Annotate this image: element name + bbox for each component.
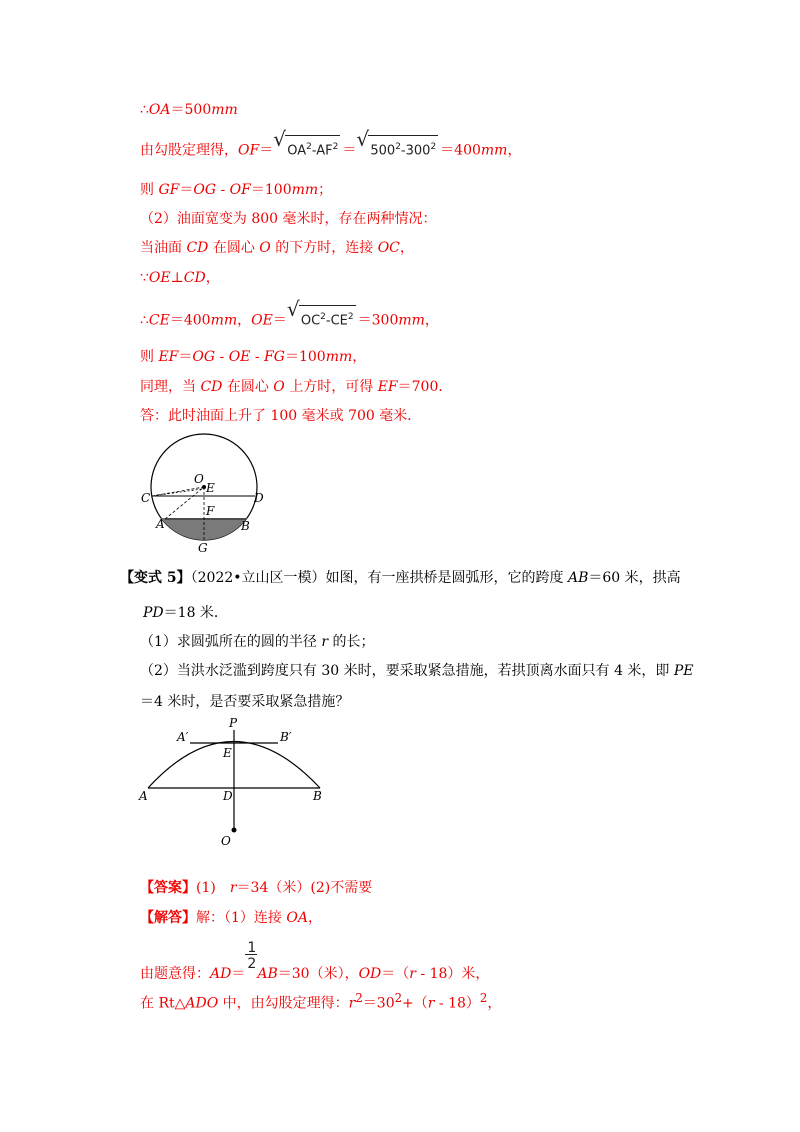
solution-line-9: 同理，当 CD 在圆心 O 上方时，可得 EF＝700．	[140, 379, 453, 395]
explanation-line-1: 【解答】解：（1）连接 OA，	[140, 910, 322, 926]
label-e2: E	[223, 746, 232, 760]
answer-line: 【答案】(1) r＝34（米）(2)不需要	[140, 880, 373, 896]
solution-line-4: （2）油面宽变为 800 毫米时，存在两种情况：	[140, 211, 437, 227]
label-b: B	[241, 519, 250, 533]
fraction-half: $\frac{1}{2}$	[247, 940, 257, 972]
solution-line-7: ∴CE＝400mm，OE＝ √ $OC^2-CE^2 =300mm$，	[140, 305, 439, 331]
label-g: G	[198, 541, 208, 555]
center-o-dot	[232, 828, 237, 833]
circle-oil-diagram	[130, 432, 280, 557]
solution-line-8: 则 EF＝OG - OE - FG＝100mm，	[140, 349, 367, 365]
line-oc	[152, 487, 204, 496]
sqrt-expression: √ $500^2-300^2$	[356, 135, 438, 161]
label-a-prime: A′	[177, 730, 189, 744]
label-a2: A	[139, 789, 148, 803]
problem-line-2: PD＝18 米．	[143, 605, 228, 621]
solution-line-2: 由勾股定理得，OF＝ √ $OA^2-AF^2$ ＝ √ $500^2-300^2 =400mm$，	[140, 135, 521, 161]
label-p: P	[229, 716, 238, 730]
sqrt-expression: √ $OC^2-CE^2$	[287, 305, 356, 331]
label-o2: O	[221, 834, 231, 848]
label-e: E	[206, 481, 215, 495]
sqrt-expression: √ $OA^2-AF^2$	[273, 135, 340, 161]
arch-bridge-diagram	[135, 715, 335, 850]
solution-line-5: 当油面 CD 在圆心 O 的下方时，连接 OC，	[140, 240, 414, 256]
label-a: A	[156, 517, 165, 531]
label-d: D	[254, 491, 264, 505]
solution-line-3: 则 GF＝OG - OF＝100mm；	[140, 182, 333, 198]
solution-line-1: ∴OA＝500mm	[140, 102, 238, 118]
explanation-line-3: 在 Rt△ADO 中，由勾股定理得：$r^2=30^2+(r - 18)^2$，	[140, 991, 502, 1012]
label-b-prime: B′	[280, 730, 292, 744]
solution-answer-line: 答：此时油面上升了 100 毫米或 700 毫米．	[140, 408, 422, 424]
answer-tag: 【答案】	[140, 880, 196, 896]
label-b2: B	[313, 789, 322, 803]
label-o: O	[194, 472, 204, 486]
explanation-tag: 【解答】	[140, 910, 196, 926]
problem-line-1: 【变式 5】（2022•立山区一模）如图，有一座拱桥是圆弧形，它的跨度 AB＝60 米，拱高	[120, 570, 681, 586]
question-2: （2）当洪水泛滥到跨度只有 30 米时，要采取紧急措施，若拱顶离水面只有 4 米，即 PE	[140, 663, 694, 679]
label-f: F	[206, 504, 215, 518]
solution-line-6: ∵OE⊥CD，	[140, 270, 220, 286]
question-1: （1）求圆弧所在的圆的半径 r 的长；	[140, 634, 375, 650]
problem-tag: 【变式 5】	[120, 570, 191, 586]
question-2-cont: ＝4 米时，是否要采取紧急措施？	[140, 694, 350, 710]
explanation-line-2: 由题意得：AD＝ $\frac{1}{2}$ AB＝30（米），OD＝（r - 18）米，	[140, 940, 490, 982]
label-d2: D	[223, 789, 233, 803]
label-c: C	[141, 491, 151, 505]
